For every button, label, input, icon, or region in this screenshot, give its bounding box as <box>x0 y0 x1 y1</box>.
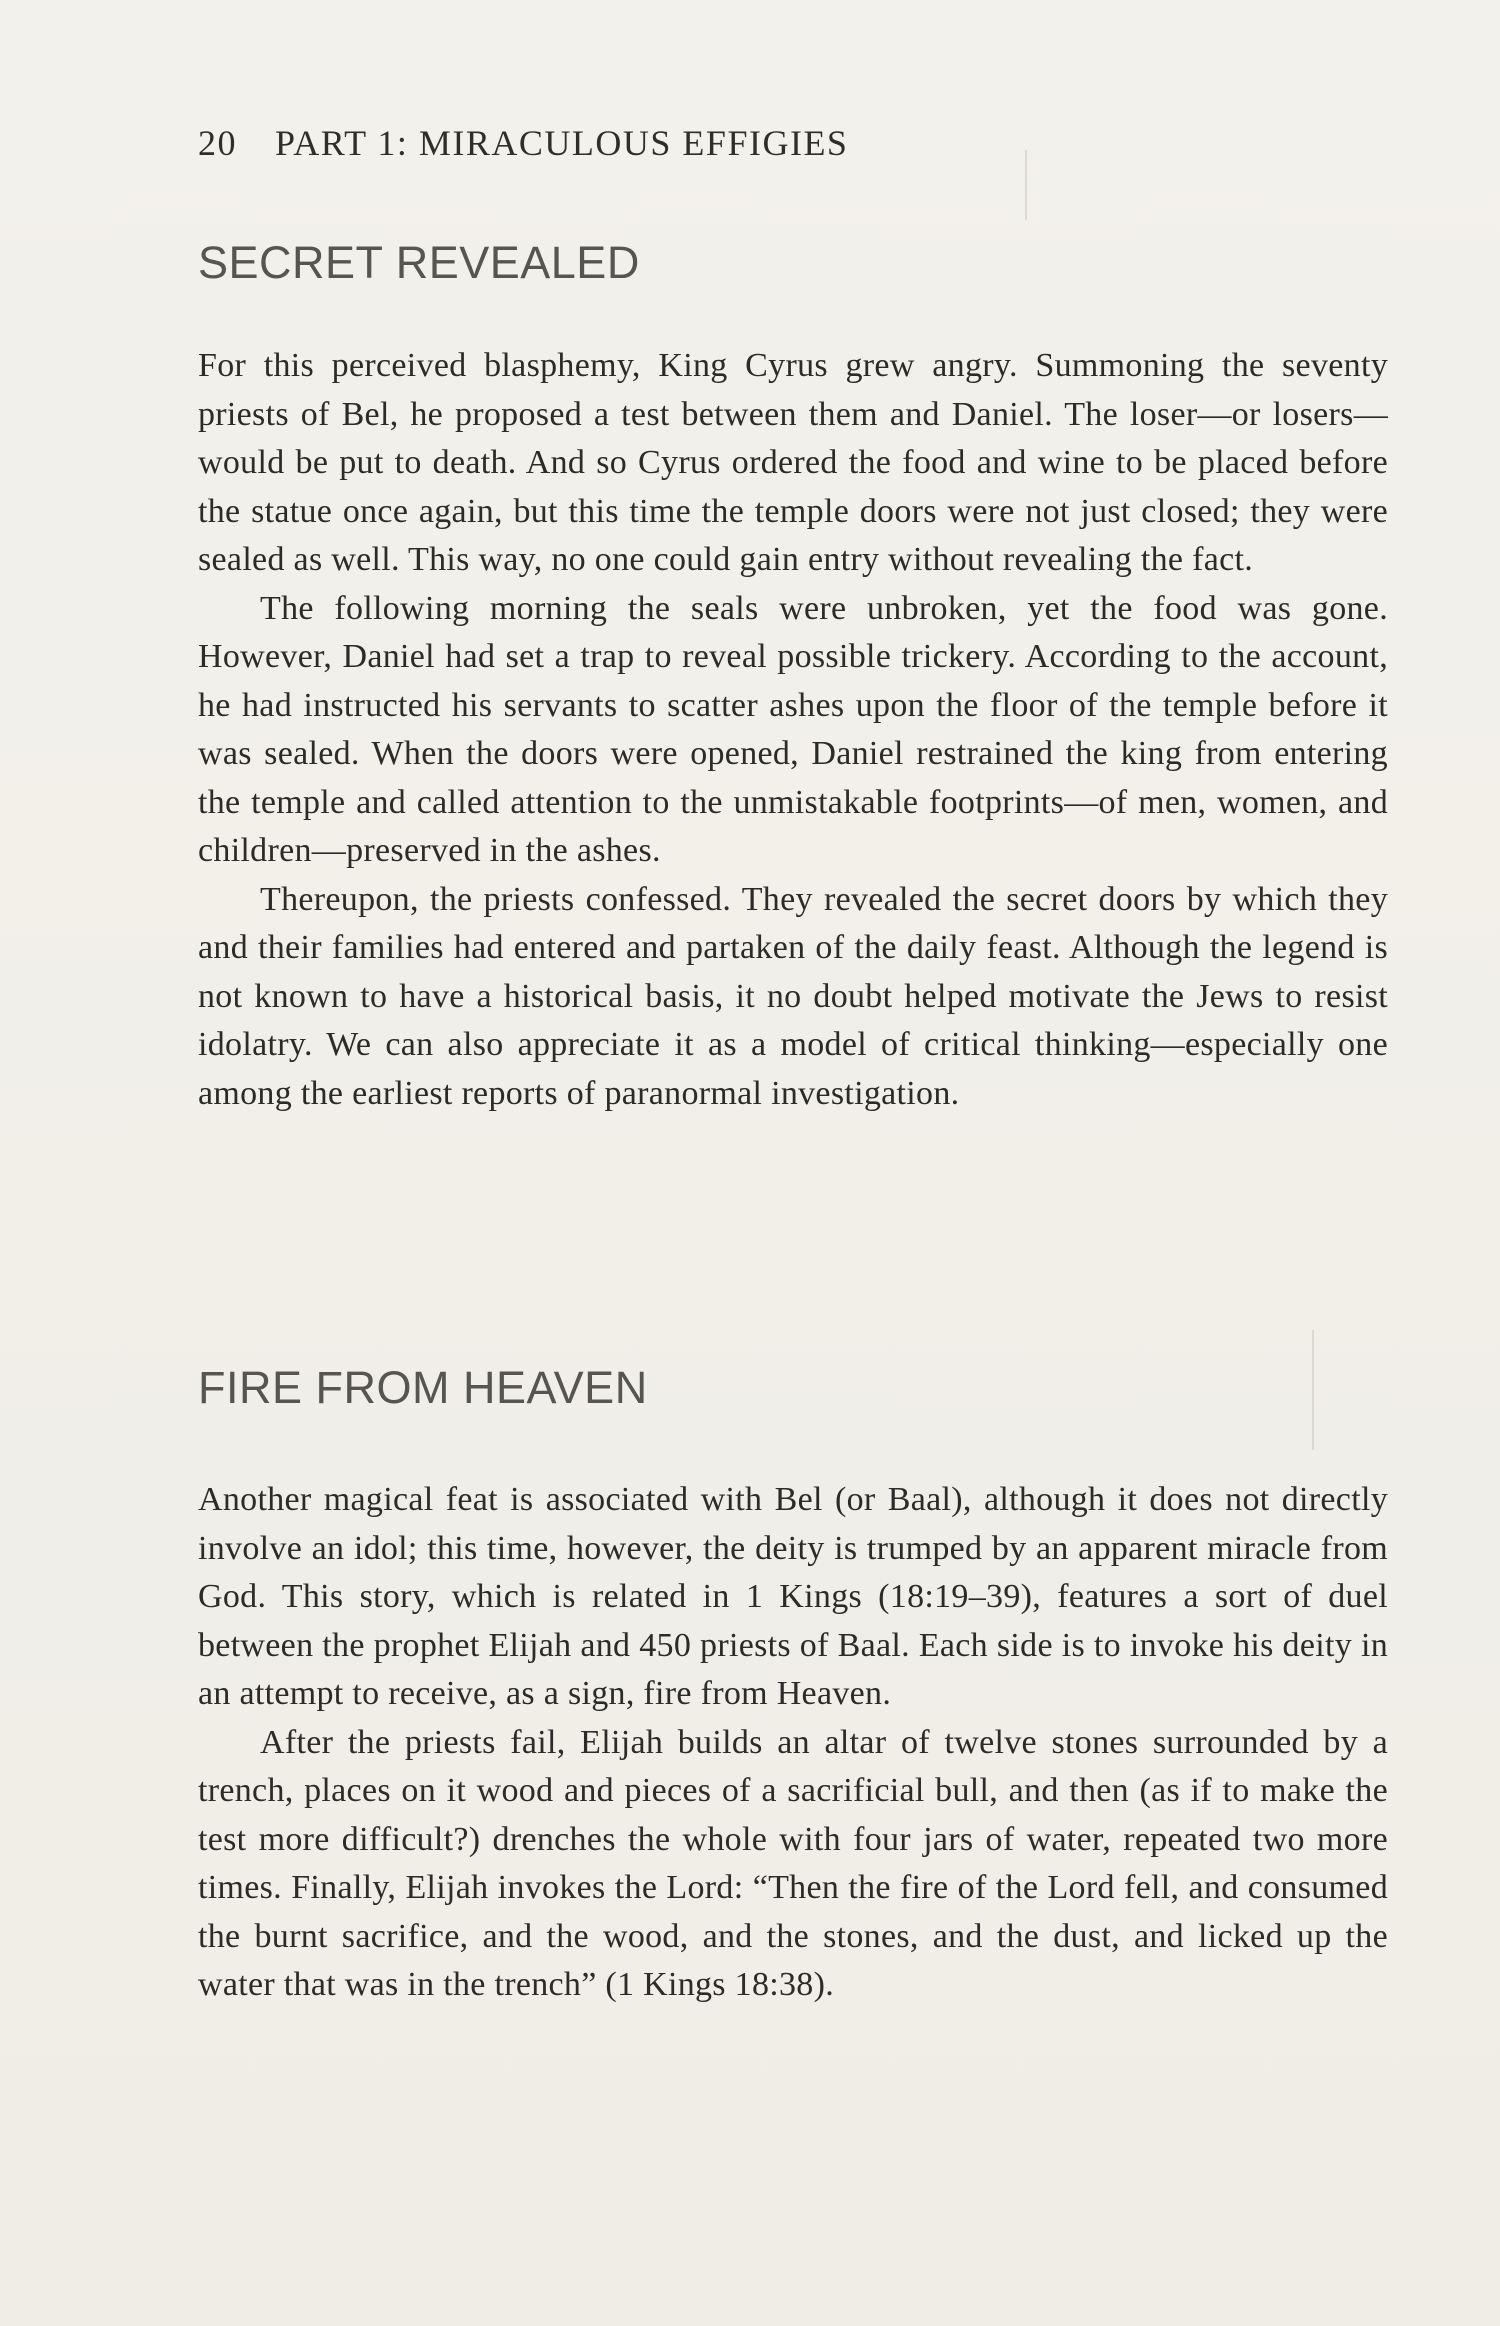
scan-mark <box>1312 1330 1314 1450</box>
section-heading-secret-revealed: SECRET REVEALED <box>198 237 640 288</box>
page-number: 20 <box>198 123 237 163</box>
section-body-secret-revealed <box>198 342 1388 1118</box>
section-body-fire-from-heaven <box>198 1476 1388 2010</box>
section-heading-fire-from-heaven: FIRE FROM HEAVEN <box>198 1362 648 1413</box>
scan-mark <box>1025 150 1027 220</box>
paragraph: Thereupon, the priests confessed. They revealed the secret doors by which they and their families had entered and partaken of the daily feast. Although the legend is not known to have a historical basis, it no doubt helped motivate the Jews to resist idolatry. We can also appreciate it as a model of critical thinking—especially one among the earliest reports of paranormal investigation. <box>198 880 1388 1112</box>
paragraph: Another magical feat is associated with Bel (or Baal), although it does not directly involve an idol; this time, however, the deity is trumped by an apparent miracle from God. This story, which is related in 1 Kings (18:19–39), features a sort of duel between the prophet Elijah and 450 priests of Baal. Each side is to invoke his deity in an attempt to receive, as a sign, fire from Heaven. <box>198 1481 1388 1712</box>
paragraph: For this perceived blasphemy, King Cyrus grew angry. Summoning the seventy priests of Bel, he proposed a test between them and Daniel. The loser—or losers—would be put to death. And so Cyrus ordered the food and wine to be placed before the statue once again, but this time the temple doors were not just closed; they were sealed as well. This way, no one could gain entry without revealing the fact. <box>198 347 1388 578</box>
running-head-title: PART 1: MIRACULOUS EFFIGIES <box>275 123 849 163</box>
running-head <box>198 122 848 164</box>
paragraph: The following morning the seals were unbroken, yet the food was gone. However, Daniel had set a trap to reveal possible trickery. According to the account, he had instructed his servants to scatter ashes upon the floor of the temple before it was sealed. When the doors were opened, Daniel restrained the king from entering the temple and called attention to the unmistakable footprints—of men, women, and children—preserved in the ashes. <box>198 589 1388 869</box>
paragraph: After the priests fail, Elijah builds an altar of twelve stones surrounded by a trench, places on it wood and pieces of a sacrificial bull, and then (as if to make the test more difficult?) drenches the whole with four jars of water, repeated two more times. Finally, Elijah invokes the Lord: “Then the fire of the Lord fell, and consumed the burnt sacrifice, and the wood, and the stones, and the dust, and licked up the water that was in the trench” (1 Kings 18:38). <box>198 1723 1388 2003</box>
